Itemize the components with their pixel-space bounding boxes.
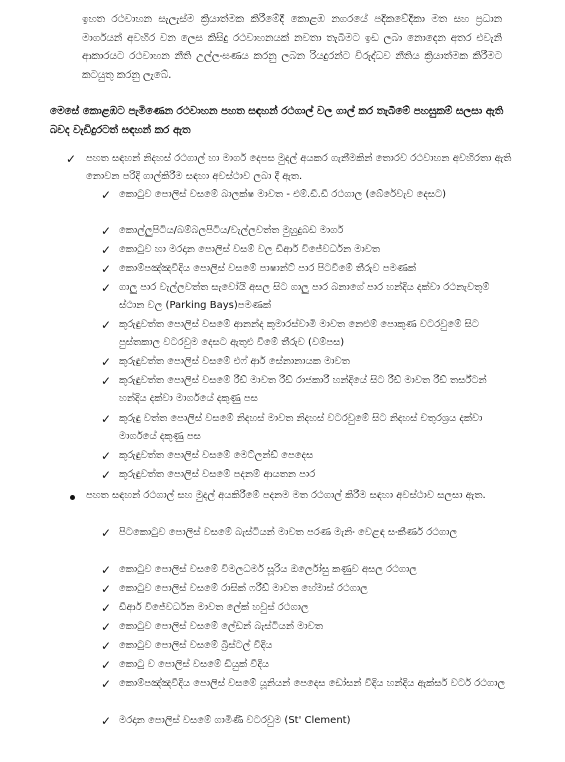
list-item: ✓ කොම්පඤ්ඤවීදිය පොලිස් වසමේ යූනියන් පෙදෙස ඩෝසන් වීදිය හන්දිය ඇක්සර් වටර් රථගාල [101,677,506,691]
list-item: ✓ කුරුඳුවත්ත පොලිස් වසමේ එෆ් ආර් සේනානායක මාවත [101,355,350,369]
list-item: ✓ මරදාන පොලිස් වසමේ ගාමිණී වටරවුම (St' Clement) [101,714,351,728]
checkmark-icon: ✓ [101,620,112,634]
section-heading: මෙසේ කොළඹට පැමිණෙන රථවාහන පහත සඳහන් රථගාල් වල ගාල් කර තැබීමේ පහසුකම් සලසා ඇති බවද වැඩිදුරටත් සඳහන් කර ඇත [50,105,504,136]
checkmark-icon: ✓ [101,412,112,426]
section2-text: පහත සඳහන් රථගාල් සහ මුදල් අයකිරීමේ පදනම මත රථගාල් කිරීම සඳහා අවස්ථාව සලසා ඇත. [86,490,486,501]
section2-list-item [66,487,514,505]
section1-text: පහත සඳහන් නිදහස් රථගාල් හා මාර්ග දෙපස මුදල් අයකර ගැනීමකින් තොරව රථවාහන අවහිරතා ඇති නොවන පරිදි ගාල්කිරීම සඳහා අවස්ථාව ලබා දී ඇත. [86,153,512,182]
checkmark-icon: ✓ [101,714,112,728]
list-item: ✓ කොටුව පොලිස් වසමේ බාලක්ෂ මාවත - එම්.ඩී.ඩී රථගාල (බේරේවැව දෙසට) [101,188,447,202]
checkmark-icon: ✓ [101,563,112,577]
checkmark-icon: ✓ [101,281,112,295]
list-item: ✓ පිටකොටුව පොලිස් වසමේ බැස්ටියන් මාවත පරණ මැනිං වෙළඳ සංකීර්ණ රථගාල [101,526,458,540]
checkmark-icon: ✓ [101,658,112,672]
list-item: ✓ කොල්ලුපිටිය/බම්බලපිටිය/වැල්ලවත්ත මුහුදුබඩ මාර්ග [101,224,344,238]
bullet-icon [70,495,75,500]
checkmark-icon: ✓ [101,224,112,238]
list-item: ✓ කොටුව හා මරදාන පොලිස් වසම් වල ඩීආර් විජේවර්ධන මාවත [101,243,381,257]
checkmark-icon: ✓ [101,262,112,276]
list-item: ✓ කොම්පඤ්ඤවීදිය පොලිස් වසමේ පාෂාන්ට් පාර පිටවීමේ තීරුව පමණක් [101,262,417,276]
list-item: ✓ කොටුව පොලිස් වසමේ රාසික් ෆරීඩ් මාවත හේමාස් රථගාල [101,582,368,596]
checkmark-icon: ✓ [101,243,112,257]
list-item: ✓ කුරුඳුවත්ත පොලිස් වසමේ රීඩ් මාවත රීඩ් රාජකාරී හන්දියේ සිට රීඩ් මාවත රීඩ් තර්ස්ටන් හන්දිය දක්වා මාර්ගයේ දකුණු පස [101,374,487,404]
checkmark-icon: ✓ [101,582,112,596]
checkmark-icon: ✓ [66,152,77,166]
checkmark-icon: ✓ [101,677,112,691]
list-item: ✓ කොටුව පොලිස් වසමේ විමලධර්ම සූරිය ඔර්ලෝසු කණුව අසල රථගාල [101,563,417,577]
intro-paragraph: ඉහත රථවාහන සැලැස්ම ක්‍රියාත්මක කිරීමේදී කොළඹ නගරයේ පදිකවේදිකා මත සහ ප්‍රධාන මාර්ගයන් අවහිර වන ලෙස කිසිදු රථවාහනයක් නවතා තැබීමට ඉඩ ලබා නොදෙන අතර එවැනි ආකාරයට රථවාහන නීති උල්ලංඝණය කරනු ලබන රියදුරන්ට විරුද්ධව නීතිය ක්‍රියාත්මක කිරීමට කටයුතු කරනු ලැබේ. [82,13,502,81]
checkmark-icon: ✓ [101,318,112,332]
checkmark-icon: ✓ [101,355,112,369]
checkmark-icon: ✓ [101,374,112,388]
list-item: ✓ කොටුව පොලිස් වසමේ බ්‍රිස්ටල් වීදිය [101,639,273,653]
checkmark-icon: ✓ [101,468,112,482]
checkmark-icon: ✓ [101,601,112,615]
checkmark-icon: ✓ [101,526,112,540]
list-item: ✓ ගාලු පාර වැල්ලවත්ත සැවෝයි අසල සිට ගාලු පාර බනාගේ පාර හන්දිය දක්වා රථනැවතුම් ස්ථාන වල (Parking Bays)පමණක් [101,281,490,311]
list-item: ✓ කොටු ව පොලිස් වසමේ ඩියුක් වීදිය [101,658,270,672]
list-item: ✓ කොටුව පොලිස් වසමේ ලේඩන් බැස්ටියන් මාවත [101,620,323,634]
checkmark-icon: ✓ [101,188,112,202]
checkmark-icon: ✓ [101,449,112,463]
list-item: ✓ ඩීආර් විජේවර්ධන මාවත ලේක් හවුස් රථගාල [101,601,309,615]
checkmark-icon: ✓ [101,639,112,653]
list-item: ✓ කුරුඳුවත්ත පොලිස් වසමේ පදනම් ආයතන පාර [101,468,316,482]
list-item: ✓ කුරුඳුවත්ත පොලිස් වසමේ මෙට්ලන්ඩ් පෙදෙස [101,449,314,463]
section1-list-item [66,150,514,185]
list-item: ✓ කුරුඳුවත්ත පොලිස් වසමේ ආනන්ද කුමාරස්වාමි මාවත නෙළුම් පොකුණ වටරවුමේ සිට පුස්තකාල වටරවුම දෙසට ඇතුළු වීමේ තීරුව (වම්පස) [101,318,479,348]
list-item: ✓ කුරුඳු වත්ත පොලිස් වසමේ නිදහස් මාවත නිදහස් වටරවුමේ සිට නිදහස් චතුරශ්‍රය දක්වා මාර්ගයේ දකුණු පස [101,412,483,442]
